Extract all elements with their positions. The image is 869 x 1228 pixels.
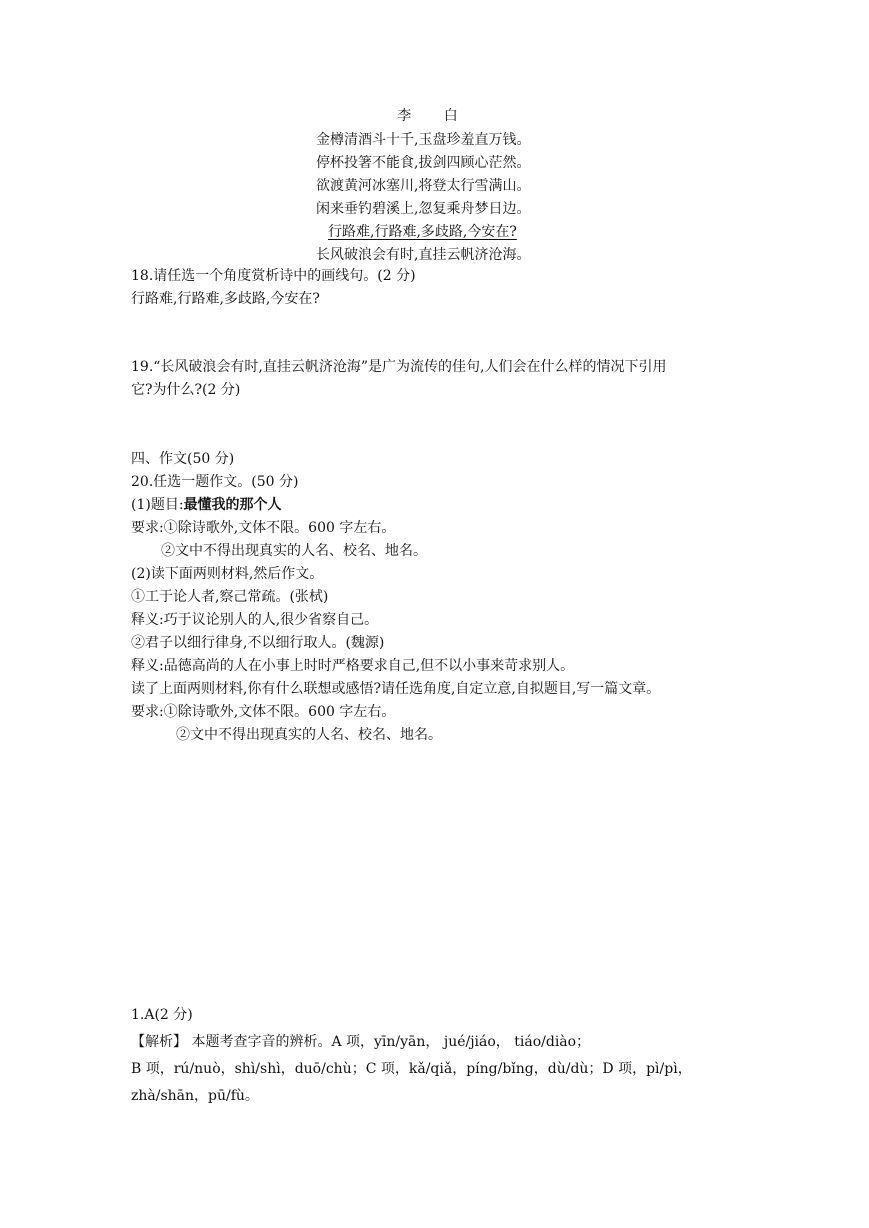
requirement-2a: 要求:①除诗歌外,文体不限。600 字左右。 [131,704,396,720]
poem-line-3: 欲渡黄河冰塞川,将登太行雪满山。 [316,178,531,194]
poem-line-1: 金樽清酒斗十千,玉盘珍羞直万钱。 [316,132,531,148]
poem-line-6: 长风破浪会有时,直挂云帆济沧海。 [316,247,531,263]
poem-body [316,129,530,267]
question-19-line-2: 它?为什么?(2 分) [131,382,241,398]
option-1-prefix: (1)题目: [131,497,184,513]
writing-prompt: 读了上面两则材料,你有什么联想或感悟?请任选角度,自定立意,自拟题目,写一篇文章。 [131,681,661,697]
requirement-1a: 要求:①除诗歌外,文体不限。600 字左右。 [131,520,396,536]
question-20: 20.任选一题作文。(50 分) [131,474,299,490]
material-2-explanation: 释义:品德高尚的人在小事上时时严格要求自己,但不以小事来苛求别人。 [131,658,575,674]
question-18-quote: 行路难,行路难,多歧路,今安在? [131,291,320,307]
poem-line-5-underlined [316,221,530,244]
question-19-line-1: 19.“长风破浪会有时,直挂云帆济沧海”是广为流传的佳句,人们会在什么样的情况下引用 [131,359,667,375]
question-18: 18.请任选一个角度赏析诗中的画线句。(2 分) [131,268,416,284]
material-1-explanation: 释义:巧于议论别人的人,很少省察自己。 [131,612,379,628]
underlined-sentence: 行路难,行路难,多歧路,今安在? [328,224,517,240]
material-1: ①工于论人者,察己常疏。(张栻) [131,589,329,605]
analysis-line-2: B 项，rú/nuò，shì/shì，duō/chù；C 项，kǎ/qiǎ，píng/bǐng，dù/dù；D 项，pì/pì， [131,1061,692,1077]
requirement-2b: ②文中不得出现真实的人名、校名、地名。 [176,727,442,743]
section-heading: 四、作文(50 分) [131,451,235,467]
analysis-line-3: zhà/shān，pū/fù。 [131,1088,259,1104]
answer-section [131,1002,741,1110]
poem-line-4: 闲来垂钓碧溪上,忽复乘舟梦日边。 [316,201,531,217]
analysis-line-1: 【解析】 本题考查字音的辨析。A 项，yīn/yān， jué/jiáo， tiáo/diào； [131,1034,591,1050]
essay-title: 最懂我的那个人 [183,497,282,513]
option-2: (2)读下面两则材料,然后作文。 [131,566,324,582]
answer-1: 1.A(2 分) [131,1007,193,1023]
requirement-1b: ②文中不得出现真实的人名、校名、地名。 [161,543,427,559]
option-1-title [131,495,282,515]
poem-author: 李 白 [397,108,472,124]
poem-line-2: 停杯投箸不能食,拔剑四顾心茫然。 [316,155,531,171]
material-2: ②君子以细行律身,不以细行取人。(魏源) [131,635,385,651]
